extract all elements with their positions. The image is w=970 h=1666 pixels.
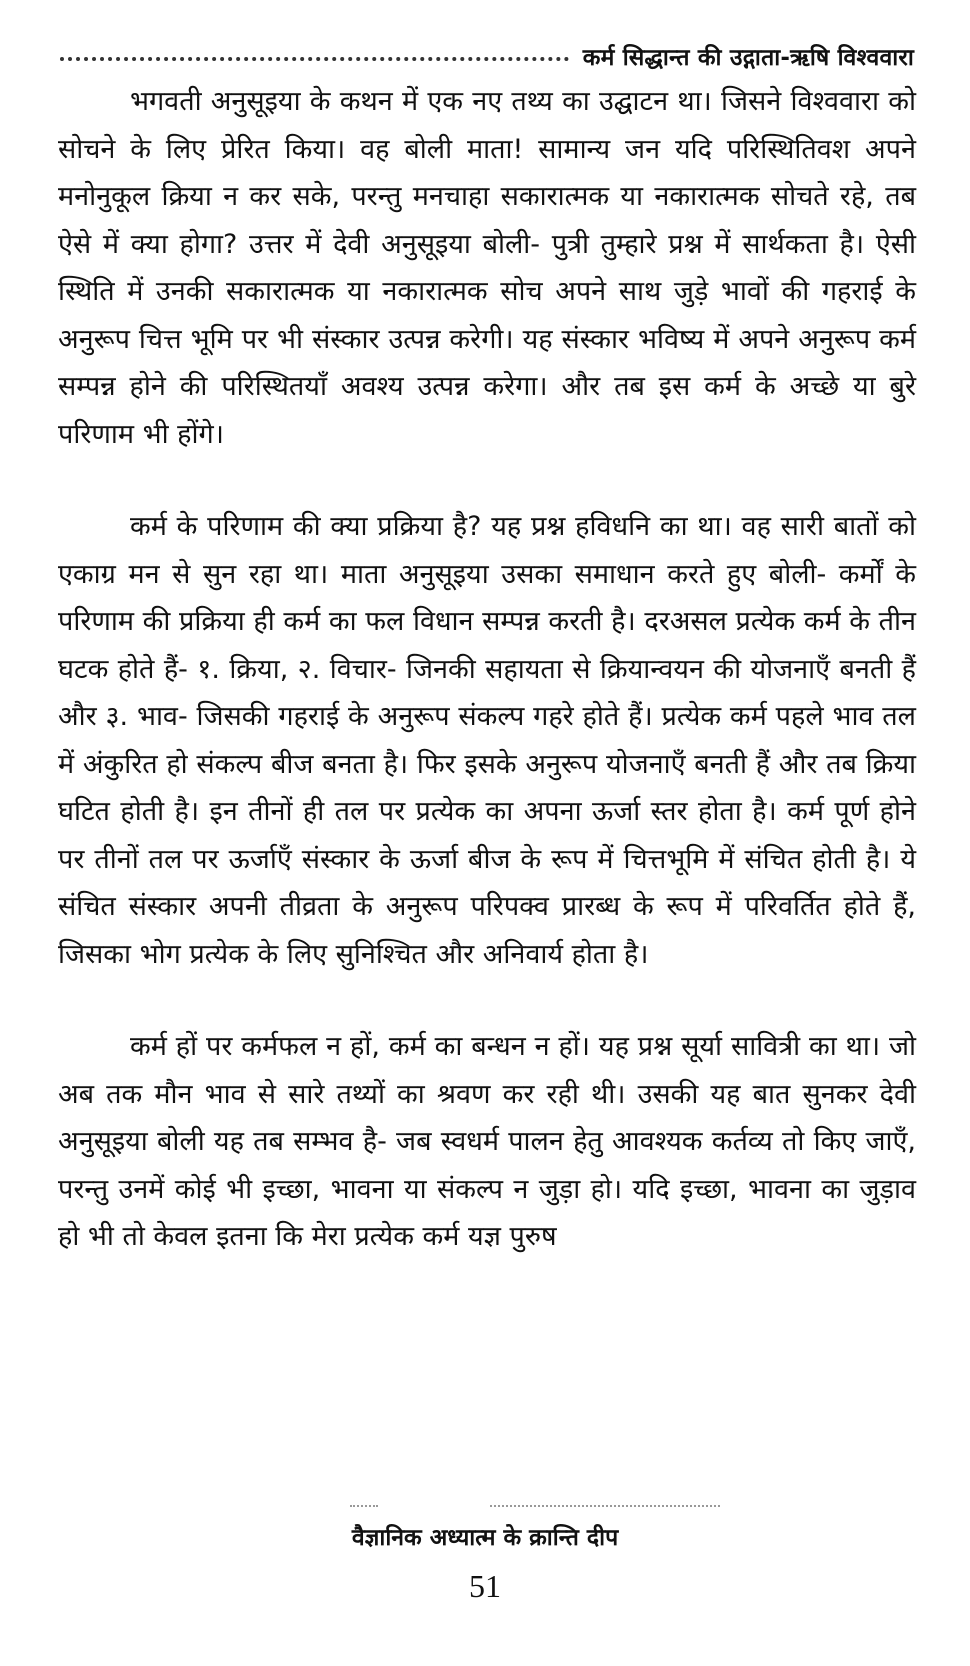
- footer-dotted-rule: [490, 1505, 720, 1507]
- running-header: [60, 38, 914, 74]
- page-number: 51: [469, 1568, 501, 1604]
- paragraph-3: कर्म हों पर कर्मफल न हों, कर्म का बन्धन न हों। यह प्रश्न सूर्या सावित्री का था। जो अब तक मौन भाव से सारे तथ्यों का श्रवण कर रही थी। उसकी यह बात सुनकर देवी अनुसूइया बोली यह तब सम्भव है- जब स्वधर्म पालन हेतु आवश्यक कर्तव्य तो किए जाएँ, परन्तु उनमें कोई भी इच्छा, भावना या संकल्प न जुड़ा हो। यदि इच्छा, भावना का जुड़ाव हो भी तो केवल इतना कि मेरा प्रत्येक कर्म यज्ञ पुरुष: [58, 1031, 916, 1252]
- paragraph-1: भगवती अनुसूइया के कथन में एक नए तथ्य का उद्घाटन था। जिसने विश्ववारा को सोचने के लिए प्रेरित किया। वह बोली माता! सामान्य जन यदि परिस्थितिवश अपने मनोनुकूल क्रिया न कर सके, परन्तु मनचाहा सकारात्मक या नकारात्मक सोचते रहे, तब ऐसे में क्या होगा? उत्तर में देवी अनुसूइया बोली- पुत्री तुम्हारे प्रश्न में सार्थकता है। ऐसी स्थिति में उनकी सकारात्मक या नकारात्मक सोच अपने साथ जुड़े भावों की गहराई के अनुरूप चित्त भूमि पर भी संस्कार उत्पन्न करेगी। यह संस्कार भविष्य में अपने अनुरूप कर्म सम्पन्न होने की परिस्थितयाँ अवश्य उत्पन्न करेगा। और तब इस कर्म के अच्छे या बुरे परिणाम भी होंगे।: [58, 86, 916, 450]
- paragraph-2: कर्म के परिणाम की क्या प्रक्रिया है? यह प्रश्न हविधनि का था। वह सारी बातों को एकाग्र मन से सुन रहा था। माता अनुसूइया उसका समाधान करते हुए बोली- कर्मों के परिणाम की प्रक्रिया ही कर्म का फल विधान सम्पन्न करती है। दरअसल प्रत्येक कर्म के तीन घटक होते हैं- १. क्रिया, २. विचार- जिनकी सहायता से क्रियान्वयन की योजनाएँ बनती हैं और ३. भाव- जिसकी गहराई के अनुरूप संकल्प गहरे होते हैं। प्रत्येक कर्म पहले भाव तल में अंकुरित हो संकल्प बीज बनता है। फिर इसके अनुरूप योजनाएँ बनती हैं और तब क्रिया घटित होती है। इन तीनों ही तल पर प्रत्येक का अपना ऊर्जा स्तर होता है। कर्म पूर्ण होने पर तीनों तल पर ऊर्जाएँ संस्कार के ऊर्जा बीज के रूप में चित्तभूमि में संचित होती है। ये संचित संस्कार अपनी तीव्रता के अनुरूप परिपक्व प्रारब्ध के रूप में परिवर्तित होते हैं, जिसका भोग प्रत्येक के लिए सुनिश्चित और अनिवार्य होता है।: [58, 511, 916, 970]
- header-dotted-leader: [60, 57, 569, 61]
- footer-dotted-rule: [350, 1505, 378, 1507]
- footer-book-title: वैज्ञानिक अध्यात्म के क्रान्ति दीप: [351, 1525, 619, 1551]
- running-header-title: कर्म सिद्धान्त की उद्गाता-ऋषि विश्ववारा: [582, 45, 914, 71]
- body-text: [58, 78, 916, 1261]
